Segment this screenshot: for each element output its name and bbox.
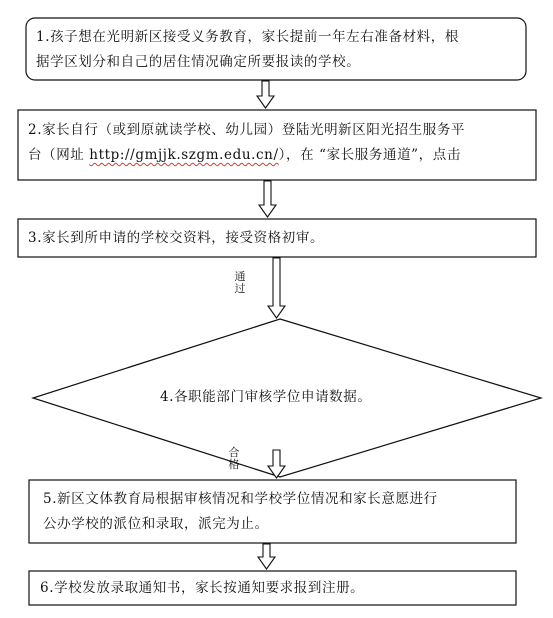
step-1-line-2: 据学区划分和自己的居住情况确定所要报读的学校。 bbox=[36, 54, 361, 70]
step-5-line-1: 5.新区文体教育局根据审核情况和学校学位情况和家长意愿进行 bbox=[43, 491, 438, 507]
step-6-line-1: 6.学校发放录取通知书，家长按通知要求报到注册。 bbox=[40, 580, 365, 596]
step-5-text bbox=[43, 487, 438, 537]
step-1-line-1: 1.孩子想在光明新区接受义务教育，家长提前一年左右准备材料，根 bbox=[36, 29, 459, 45]
platform-url-link[interactable]: http://gmjjk.szgm.edu.cn/ bbox=[89, 147, 279, 163]
arrow-step1-to-step2 bbox=[257, 81, 274, 108]
step-2-line-2-suffix: ），在 “家长服务通道”，点击 bbox=[278, 147, 461, 163]
arrow-step3-to-step4 bbox=[268, 258, 285, 318]
step-2-line-2 bbox=[28, 143, 532, 168]
step-2-line-2-prefix: 台（网址 bbox=[28, 147, 90, 163]
step-6-text bbox=[40, 576, 364, 601]
step-1-text bbox=[36, 25, 520, 75]
step-4-line-1: 4.各职能部门审核学位申请数据。 bbox=[160, 389, 372, 405]
step-3-text bbox=[28, 226, 324, 251]
step-3-line-1: 3.家长到所申请的学校交资料，接受资格初审。 bbox=[28, 230, 325, 246]
step-2-text bbox=[28, 118, 532, 168]
step-2-line-1: 2.家长自行（或到原就读学校、幼儿园）登陆光明新区阳光招生服务平 bbox=[28, 122, 466, 138]
arrow-step5-to-step6 bbox=[258, 544, 275, 569]
edge-label-pass: 通过 bbox=[234, 270, 246, 295]
step-4-text bbox=[160, 385, 371, 410]
step-5-line-2: 公办学校的派位和录取，派完为止。 bbox=[43, 516, 269, 532]
edge-label-qualified: 合格 bbox=[228, 446, 240, 471]
arrow-step2-to-step3 bbox=[259, 181, 276, 217]
